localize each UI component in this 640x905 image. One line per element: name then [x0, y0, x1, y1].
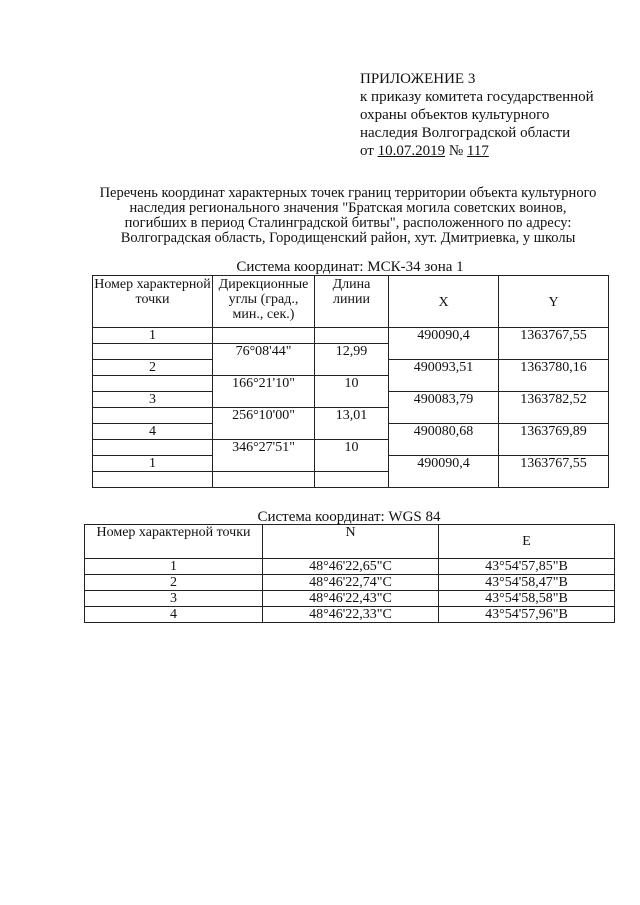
- coord-x: 490090,4: [389, 328, 499, 360]
- line-length: 10: [315, 440, 389, 472]
- table1-caption: Система координат: МСК-34 зона 1: [236, 259, 464, 275]
- empty-cell: [93, 472, 213, 488]
- title-line: Перечень координат характерных точек границ территории объекта культурного: [99, 185, 597, 201]
- coord-y: 1363782,52: [499, 392, 609, 424]
- table-row: [85, 607, 615, 623]
- coord-n: 48°46'22,43"С: [263, 591, 439, 607]
- table-header-row: [85, 525, 615, 559]
- header-angle: Дирекционные углы (град., мин., сек.): [213, 276, 315, 328]
- coord-x: 490090,4: [389, 456, 499, 488]
- title-line: Волгоградская область, Городищенский район, хут. Дмитриевка, у школы: [120, 230, 576, 246]
- header-x: X: [389, 276, 499, 328]
- coord-n: 48°46'22,65"С: [263, 559, 439, 575]
- empty-cell: [213, 472, 315, 488]
- line-length: 10: [315, 376, 389, 408]
- empty-cell: [93, 408, 213, 424]
- line-length: 13,01: [315, 408, 389, 440]
- header-point: Номер характерной точки: [93, 276, 213, 328]
- empty-cell: [315, 472, 389, 488]
- point-number: 1: [85, 559, 263, 575]
- point-number: 1: [93, 328, 213, 344]
- table-header-row: [93, 276, 609, 328]
- coord-n: 48°46'22,33"С: [263, 607, 439, 623]
- coord-e: 43°54'58,58"В: [439, 591, 615, 607]
- coord-y: 1363769,89: [499, 424, 609, 456]
- table-row: [85, 575, 615, 591]
- wgs84-coordinates-table: [84, 524, 615, 623]
- coord-y: 1363780,16: [499, 360, 609, 392]
- point-number: 2: [85, 575, 263, 591]
- coord-y: 1363767,55: [499, 456, 609, 488]
- point-number: 1: [93, 456, 213, 472]
- table-row: [85, 591, 615, 607]
- direction-angle: 76°08'44": [213, 344, 315, 376]
- empty-cell: [213, 328, 315, 344]
- empty-cell: [93, 344, 213, 360]
- point-number: 2: [93, 360, 213, 376]
- header-e: E: [439, 525, 615, 559]
- number-sign: №: [448, 143, 464, 159]
- empty-cell: [93, 440, 213, 456]
- coord-x: 490083,79: [389, 392, 499, 424]
- direction-angle: 346°27'51": [213, 440, 315, 472]
- direction-angle: 256°10'00": [213, 408, 315, 440]
- point-number: 4: [85, 607, 263, 623]
- point-number: 3: [93, 392, 213, 408]
- order-number: 117: [466, 143, 489, 159]
- coord-x: 490093,51: [389, 360, 499, 392]
- header-point: Номер характерной точки: [85, 525, 263, 559]
- appendix-line: наследия Волгоградской области: [360, 125, 571, 141]
- document-title: [88, 186, 608, 246]
- coord-y: 1363767,55: [499, 328, 609, 360]
- table2-caption: Система координат: WGS 84: [257, 509, 441, 525]
- header-y: Y: [499, 276, 609, 328]
- appendix-header: [360, 70, 594, 160]
- empty-cell: [93, 376, 213, 392]
- appendix-line: к приказу комитета государственной: [360, 89, 594, 105]
- msk-coordinates-table: [92, 275, 609, 488]
- line-length: 12,99: [315, 344, 389, 376]
- coord-e: 43°54'57,85"В: [439, 559, 615, 575]
- title-line: погибших в период Сталинградской битвы", расположенного по адресу:: [124, 215, 572, 231]
- coord-x: 490080,68: [389, 424, 499, 456]
- header-length: Длина линии: [315, 276, 389, 328]
- table-row: [93, 328, 609, 344]
- coord-n: 48°46'22,74"С: [263, 575, 439, 591]
- title-line: наследия регионального значения "Братская могила советских воинов,: [129, 200, 567, 216]
- appendix-date-line: [360, 142, 594, 160]
- point-number: 3: [85, 591, 263, 607]
- table-row: [85, 559, 615, 575]
- empty-cell: [315, 328, 389, 344]
- order-date: 10.07.2019: [377, 143, 446, 159]
- coord-e: 43°54'58,47"В: [439, 575, 615, 591]
- direction-angle: 166°21'10": [213, 376, 315, 408]
- date-prefix: от: [360, 143, 374, 159]
- header-n: N: [263, 525, 439, 559]
- point-number: 4: [93, 424, 213, 440]
- coord-e: 43°54'57,96"В: [439, 607, 615, 623]
- appendix-line: охраны объектов культурного: [360, 107, 550, 123]
- appendix-title: ПРИЛОЖЕНИЕ 3: [360, 71, 476, 87]
